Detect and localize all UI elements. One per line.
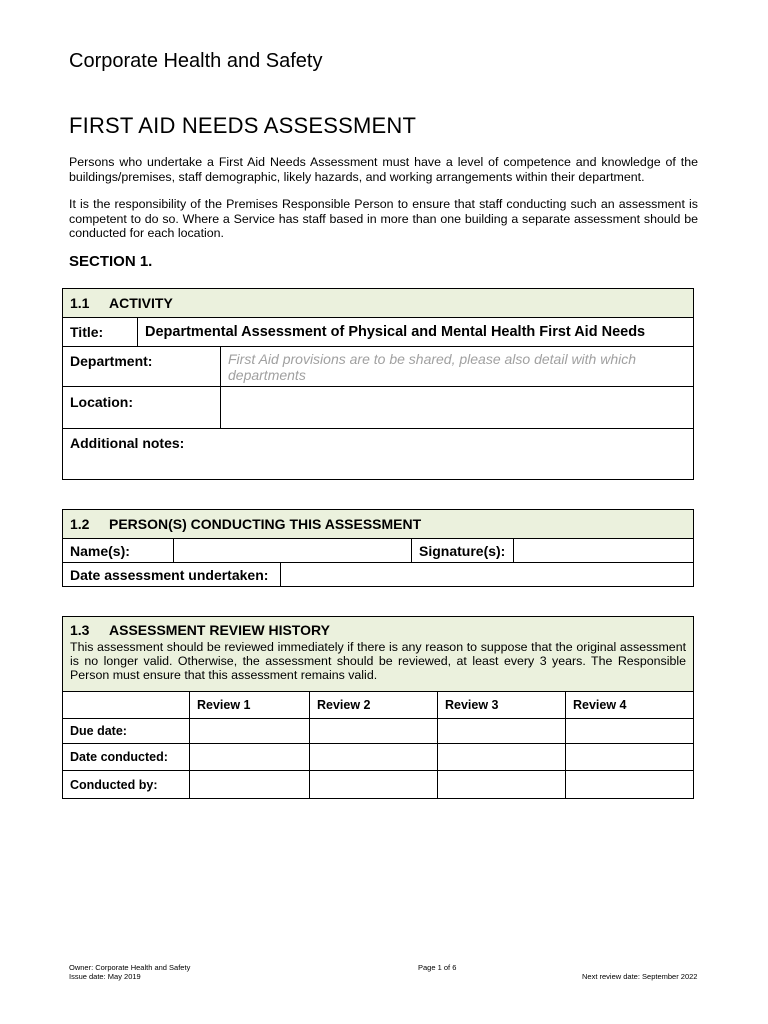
review-column-header: Review 1: [190, 692, 310, 719]
review-cell[interactable]: [566, 771, 694, 799]
additional-notes-field[interactable]: [63, 429, 694, 480]
review-description: This assessment should be reviewed immediately if there is any reason to suppose that the original assessment is no longer valid. Otherwise, the assessment should be reviewed, at least every 3 years. The Responsible Person must ensure that this assessment remains valid.: [70, 640, 687, 682]
review-column-header: Review 4: [566, 692, 694, 719]
department-field[interactable]: First Aid provisions are to be shared, please also detail with which departments: [221, 347, 694, 387]
intro-paragraph-responsibility: It is the responsibility of the Premises Responsible Person to ensure that staff conducting such an assessment is competent to do so. Where a Service has staff based in more than one building a separate assessment should be conducted for each location.: [69, 197, 698, 240]
signature-field[interactable]: [514, 539, 694, 563]
review-column-header: Review 3: [438, 692, 566, 719]
location-label: Location:: [63, 387, 221, 429]
date-undertaken-label: Date assessment undertaken:: [63, 563, 281, 587]
review-cell[interactable]: [566, 719, 694, 744]
table-row: [63, 771, 694, 799]
activity-table: [62, 288, 694, 480]
review-cell[interactable]: [438, 744, 566, 771]
footer-next-review: Next review date: September 2022: [582, 972, 698, 981]
review-cell[interactable]: [438, 771, 566, 799]
section-heading: SECTION 1.: [69, 253, 153, 270]
persons-heading: PERSON(S) CONDUCTING THIS ASSESSMENT: [109, 516, 422, 532]
title-label: Title:: [63, 318, 138, 347]
activity-header: [63, 289, 694, 318]
document-title: FIRST AID NEEDS ASSESSMENT: [69, 113, 417, 138]
review-cell[interactable]: [310, 744, 438, 771]
review-cell[interactable]: [190, 744, 310, 771]
table-row: [63, 744, 694, 771]
date-conducted-label: Date conducted:: [63, 744, 190, 771]
due-date-label: Due date:: [63, 719, 190, 744]
review-number: 1.3: [70, 622, 90, 638]
review-cell[interactable]: [566, 744, 694, 771]
review-header: [63, 617, 694, 692]
location-field[interactable]: [221, 387, 694, 429]
activity-heading: ACTIVITY: [109, 295, 173, 311]
review-cell[interactable]: [190, 771, 310, 799]
persons-table: [62, 509, 694, 587]
review-heading: ASSESSMENT REVIEW HISTORY: [109, 622, 330, 638]
department-label: Department:: [63, 347, 221, 387]
footer-issue-date: Issue date: May 2019: [69, 972, 141, 981]
additional-notes-label: Additional notes:: [70, 435, 185, 451]
conducted-by-label: Conducted by:: [63, 771, 190, 799]
intro-paragraph-competence: Persons who undertake a First Aid Needs Assessment must have a level of competence and knowledge of the buildings/premises, staff demographic, likely hazards, and working arrangements within their department.: [69, 155, 698, 184]
footer-owner-text: Owner: Corporate Health and Safety: [69, 963, 191, 972]
review-cell[interactable]: [438, 719, 566, 744]
table-row: [63, 719, 694, 744]
footer-page-number: Page 1 of 6: [418, 963, 457, 972]
review-cell[interactable]: [190, 719, 310, 744]
activity-number: 1.1: [70, 295, 90, 311]
review-cell[interactable]: [310, 771, 438, 799]
date-undertaken-field[interactable]: [281, 563, 694, 587]
persons-header: [63, 510, 694, 539]
review-column-header: Review 2: [310, 692, 438, 719]
footer-owner: [69, 963, 190, 981]
review-history-table: [62, 616, 694, 799]
names-field[interactable]: [174, 539, 412, 563]
signature-label: Signature(s):: [412, 539, 514, 563]
review-cell[interactable]: [310, 719, 438, 744]
title-value[interactable]: Departmental Assessment of Physical and Mental Health First Aid Needs: [138, 318, 694, 347]
persons-number: 1.2: [70, 516, 90, 532]
names-label: Name(s):: [63, 539, 174, 563]
header-title: Corporate Health and Safety: [69, 50, 323, 72]
review-corner-cell: [63, 692, 190, 719]
